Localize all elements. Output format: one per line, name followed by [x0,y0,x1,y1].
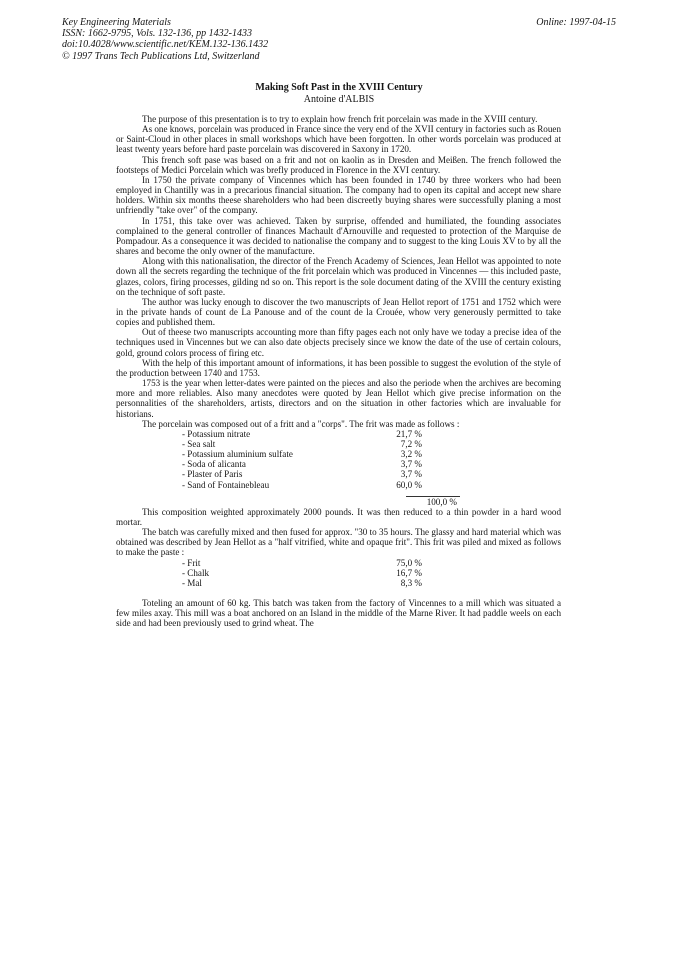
paste-percentage: 8,3 % [400,577,422,588]
paste-percentage: 16,7 % [396,567,422,578]
paste-ingredient: - Mal [182,577,202,588]
frit-ingredient: - Sea salt [182,438,216,449]
paste-ingredient: - Frit [182,557,201,568]
paragraph: Along with this nationalisation, the director of the French Academy of Sciences, Jean Hellot was appointed to note down all the secrets regarding the technique of the frit porcelain which was produced in Vincennes — this included paste, glazes, colors, firing processes, gilding nd so on. This report is the sole document dating of the XVIII the century existing on the technique of soft paste. [116,256,561,297]
paragraph: This composition weighted approximately 2000 pounds. It was then reduced to a thin powder in a hard wood mortar. [116,506,561,527]
paragraph: The purpose of this presentation is to try to explain how french frit porcelain was made in the XVIII century. [142,114,538,124]
paragraph: Toteling an amount of 60 kg. This batch was taken from the factory of Vincennes to a mill which was situated a few miles axay. This mill was a boat anchored on an Island in the middle of the Marne River. It had paddle weels on each side and had been previously used to grind wheat. The [116,598,561,629]
paragraph: As one knows, porcelain was produced in France since the very end of the XVII century in factories such as Rouen or Saint-Cloud in other places in small workshops which have been forgotten. In other words porcelain was produced at least twenty years before hard paste porcelain was discovered in Saxony in 1720. [116,124,561,155]
paragraph: The batch was carefully mixed and then fused for approx. "30 to 35 hours. The glassy and hard material which was obtained was described by Jean Hellot as a "half vitrified, white and opaque frit". This frit was piled and mixed as follows to make the paste : [116,527,561,558]
frit-percentage: 3,2 % [400,449,422,460]
table-row [182,439,422,449]
copyright-line: © 1997 Trans Tech Publications Ltd, Switzerland [62,50,260,62]
table-row [182,449,422,459]
paper-author: Antoine d'ALBIS [303,94,375,105]
paragraph: 1753 is the year when letter-dates were painted on the pieces and also the periode when the archives are becoming more and more reliables. Also many anecdotes were quoted by Jean Hellot which give precise information on the personnalities of the shareholders, artists, directors and on the situation in other factories which are invaluable for historians. [116,378,561,419]
paragraph: In 1751, this take over was achieved. Taken by surprise, offended and humiliated, the founding associates complained to the general controller of finances Machault d'Arnouville and requested to protection of the Marquise de Pompadour. As a consequence it was decided to nationalise the company and to suggest to the king Louis XV to by all the shares and become the only owner of the manufacture. [116,215,561,257]
frit-composition-table [182,429,422,490]
frit-percentage: 3,7 % [400,469,422,480]
table-row [182,558,422,568]
paper-body [116,114,561,629]
frit-percentage: 7,2 % [400,438,422,449]
paragraph: This french soft pase was based on a frit and not on kaolin as in Dresden and Meißen. The french followed the footsteps of Medici Porcelain which was brefly produced in Florence in the XVI century. [116,154,561,175]
table-row [182,429,422,439]
header-citation [62,17,268,62]
table-row [182,469,422,479]
paragraph: The author was lucky enough to discover the two manuscripts of Jean Hellot report of 1751 and 1752 which were in the private hands of count de La Panouse and of the count de la Crouée, whow very generously permitted to take copies and published them. [116,296,561,328]
frit-percentage: 60,0 % [396,479,422,490]
frit-ingredient: - Soda of alicanta [182,459,246,470]
issn-line: ISSN: 1662-9795, Vols. 132-136, pp 1432-1433 [62,28,252,40]
doi-line: doi:10.4028/www.scientific.net/KEM.132-136.1432 [62,39,269,51]
paragraph: Out of theese two manuscripts accounting more than fifty pages each not only have we today a precise idea of the techniques used in Vincennes but we can also date objects precisely since we know the date of the use of certain colours, gold, ground colors process of firing etc. [116,327,561,358]
table-row [182,568,422,578]
frit-percentage: 3,7 % [400,459,422,470]
paper-title: Making Soft Past in the XVIII Century [255,82,423,93]
paste-composition-table [182,558,422,588]
paste-percentage: 75,0 % [396,557,422,568]
paragraph: In 1750 the private company of Vincennes which has been founded in 1740 by three workers who had been employed in Chantilly was in a precarious financial situation. The company had to open its capital and accept new share holders. Within six months theese shareholders who had been discreetly buying shares were successfully planing a most unfriendly "take over" of the company. [116,174,561,216]
table-row [182,578,422,588]
frit-ingredient: - Sand of Fontainebleau [182,479,270,490]
frit-ingredient: - Plaster of Paris [182,469,243,480]
frit-ingredient: - Potassium nitrate [182,428,251,439]
paste-ingredient: - Chalk [182,567,210,578]
frit-ingredient: - Potassium aluminium sulfate [182,449,293,460]
table-row [182,459,422,469]
journal-name: Key Engineering Materials [62,17,171,28]
frit-total: 100,0 % [426,496,457,507]
paragraph: With the help of this important amount of informations, it has been possible to suggest the evolution of the style of the production between 1740 and 1753. [116,357,561,378]
online-date: Online: 1997-04-15 [536,17,616,28]
paragraph: The porcelain was composed out of a fritt and a "corps". The frit was made as follows : [142,418,460,429]
frit-percentage: 21,7 % [396,428,422,439]
table-row [182,480,422,490]
